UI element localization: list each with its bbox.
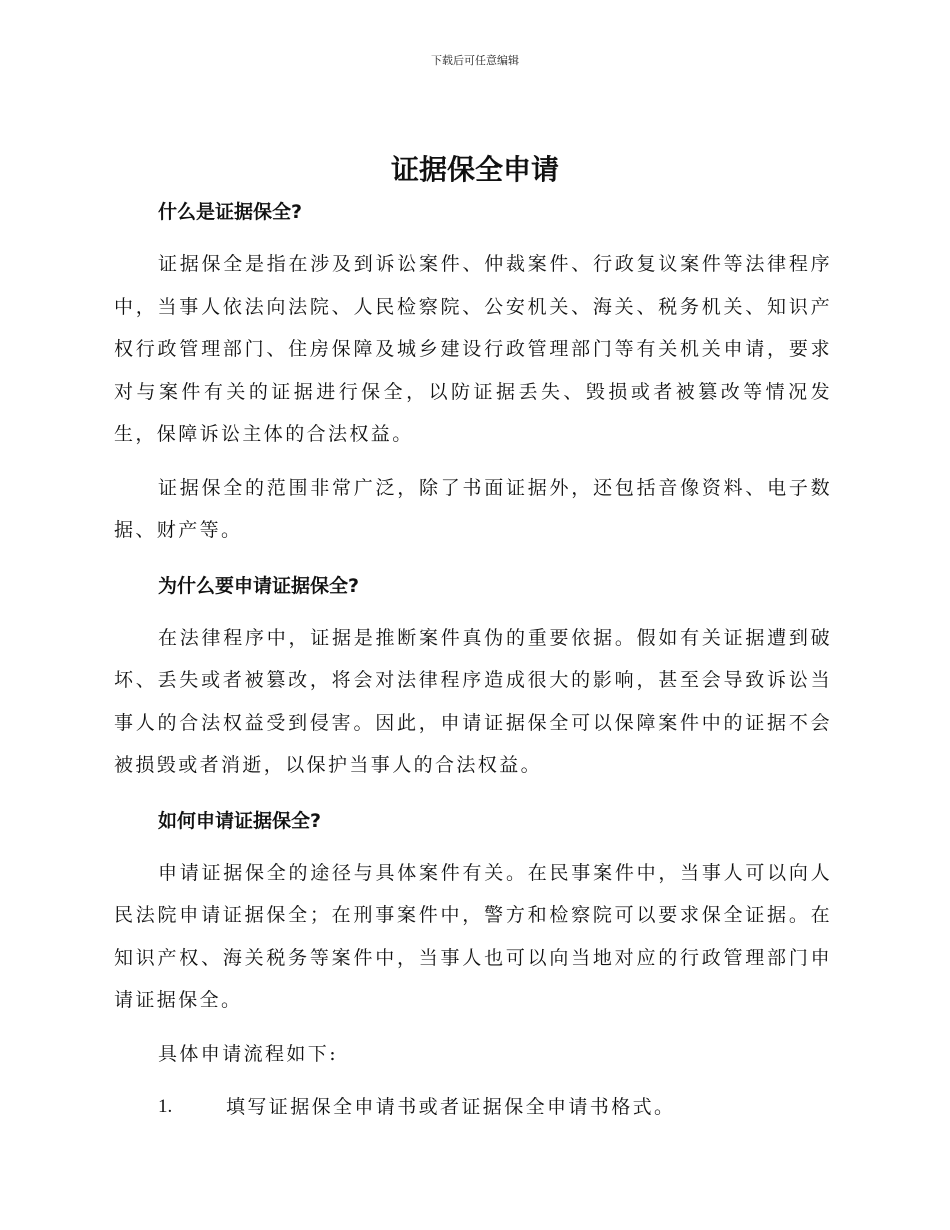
paragraph: 具体申请流程如下: — [158, 1042, 339, 1065]
paragraph: 证据保全的范围非常广泛，除了书面证据外，还包括音像资料、电子数据、财产等。 — [114, 476, 832, 541]
header-note: 下载后可任意编辑 — [431, 54, 519, 67]
document-body — [114, 192, 832, 1128]
paragraph: 证据保全是指在涉及到诉讼案件、仲裁案件、行政复议案件等法律程序中，当事人依法向法院、人民检察院、公安机关、海关、税务机关、知识产权行政管理部门、住房保障及城乡建设行政管理部门等有关机关申请，要求对与案件有关的证据进行保全，以防证据丢失、毁损或者被篡改等情况发生，保障诉讼主体的合法权益。 — [114, 253, 832, 445]
section-heading: 如何申请证据保全? — [158, 809, 322, 832]
document-title: 证据保全申请 — [390, 153, 559, 186]
list-text: 填写证据保全申请书或者证据保全申请书格式。 — [226, 1096, 676, 1118]
list-number: 1. — [158, 1096, 173, 1117]
paragraph: 申请证据保全的途径与具体案件有关。在民事案件中，当事人可以向人民法院申请证据保全；在刑事案件中，警方和检察院可以要求保全证据。在知识产权、海关税务等案件中，当事人也可以向当地对应的行政管理部门申请证据保全。 — [114, 861, 832, 1011]
section-heading: 什么是证据保全? — [158, 201, 303, 223]
paragraph: 在法律程序中，证据是推断案件真伪的重要依据。假如有关证据遭到破坏、丢失或者被篡改，将会对法律程序造成很大的影响，甚至会导致诉讼当事人的合法权益受到侵害。因此，申请证据保全可以保障案件中的证据不会被损毁或者消逝，以保护当事人的合法权益。 — [114, 626, 832, 776]
section-heading: 为什么要申请证据保全? — [158, 574, 360, 597]
list-item — [114, 1086, 832, 1128]
